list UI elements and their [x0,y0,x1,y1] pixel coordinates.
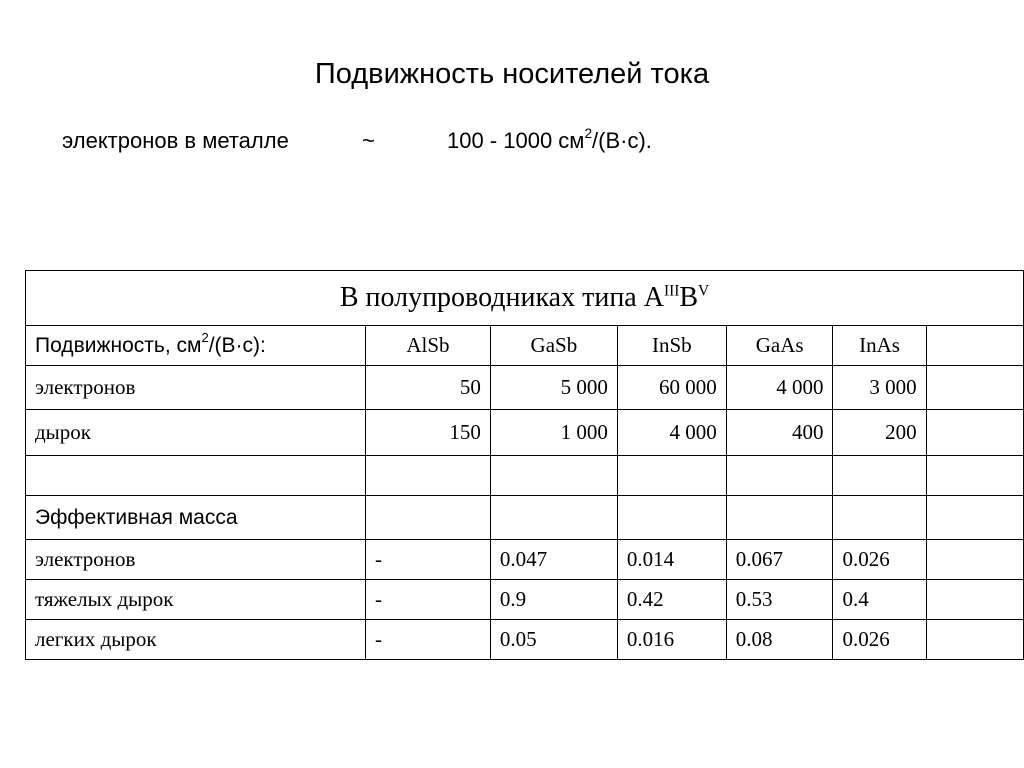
column-header: InSb [617,326,726,366]
empty-cell [26,456,366,496]
table-cell: 0.026 [833,620,926,660]
table-header [26,271,1024,326]
mobility-label-exponent: 2 [201,330,209,346]
table-header-row [26,271,1024,326]
table-cell [926,540,1023,580]
table-cell [926,580,1023,620]
table-cell: 0.9 [490,580,617,620]
table-cell: 0.05 [490,620,617,660]
empty-cell [617,456,726,496]
table-row [26,540,1024,580]
row-label: тяжелых дырок [26,580,366,620]
table-cell [926,620,1023,660]
effective-mass-heading-row [26,496,1024,540]
table-row [26,410,1024,456]
page-title: Подвижность носителей тока [314,58,710,90]
empty-cell [926,496,1023,540]
metal-mobility-line [0,128,1024,158]
empty-cell [490,496,617,540]
row-label: легких дырок [26,620,366,660]
header-sup-iii: III [663,282,680,300]
effective-mass-label: Эффективная масса [26,496,366,540]
mobility-label-prefix: Подвижность, см [35,333,202,357]
table-cell: 0.08 [726,620,833,660]
table-cell: 0.4 [833,580,926,620]
approx-sign: ~ [362,128,375,153]
row-label: электронов [26,366,366,410]
table-cell: 0.53 [726,580,833,620]
empty-cell [726,456,833,496]
header-mid: B [679,282,699,313]
empty-cell [366,456,491,496]
semiconductor-table [25,270,1024,660]
table-cell: 400 [726,410,833,456]
table-cell: 3 000 [833,366,926,410]
table-cell: 0.067 [726,540,833,580]
empty-cell [926,456,1023,496]
column-header: InAs [833,326,926,366]
table-cell: 0.047 [490,540,617,580]
table-cell: 0.42 [617,580,726,620]
table-cell [926,410,1023,456]
empty-cell [366,496,491,540]
table-cell: 0.026 [833,540,926,580]
metal-value-suffix: /(В·с). [592,128,652,153]
table-cell [926,366,1023,410]
table-cell: - [366,580,491,620]
table-cell: 4 000 [617,410,726,456]
table-row [26,366,1024,410]
mobility-label-suffix: /(В·с): [208,333,266,357]
table-cell: - [366,540,491,580]
table-row [26,620,1024,660]
metal-mobility-label: электронов в металле [62,128,289,153]
empty-row [26,456,1024,496]
header-prefix: В полупроводниках типа A [339,282,664,313]
column-header: GaAs [726,326,833,366]
empty-cell [490,456,617,496]
table-cell: 200 [833,410,926,456]
table-cell: - [366,620,491,660]
metal-value-prefix: 100 - 1000 см [447,128,585,153]
empty-cell [833,456,926,496]
table-cell: 150 [366,410,491,456]
table-cell: 0.014 [617,540,726,580]
table-row [26,580,1024,620]
column-header: GaSb [490,326,617,366]
metal-value-exponent: 2 [584,126,593,142]
metal-mobility-value [447,128,652,154]
column-header [926,326,1023,366]
empty-cell [833,496,926,540]
column-header: AlSb [366,326,491,366]
empty-cell [726,496,833,540]
table-cell: 4 000 [726,366,833,410]
header-sup-v: V [698,282,710,300]
table-cell: 1 000 [490,410,617,456]
row-label: электронов [26,540,366,580]
table-cell: 60 000 [617,366,726,410]
table-cell: 0.016 [617,620,726,660]
mobility-units-label [26,326,366,366]
table-cell: 5 000 [490,366,617,410]
empty-cell [617,496,726,540]
row-label: дырок [26,410,366,456]
columns-row [26,326,1024,366]
table-cell: 50 [366,366,491,410]
